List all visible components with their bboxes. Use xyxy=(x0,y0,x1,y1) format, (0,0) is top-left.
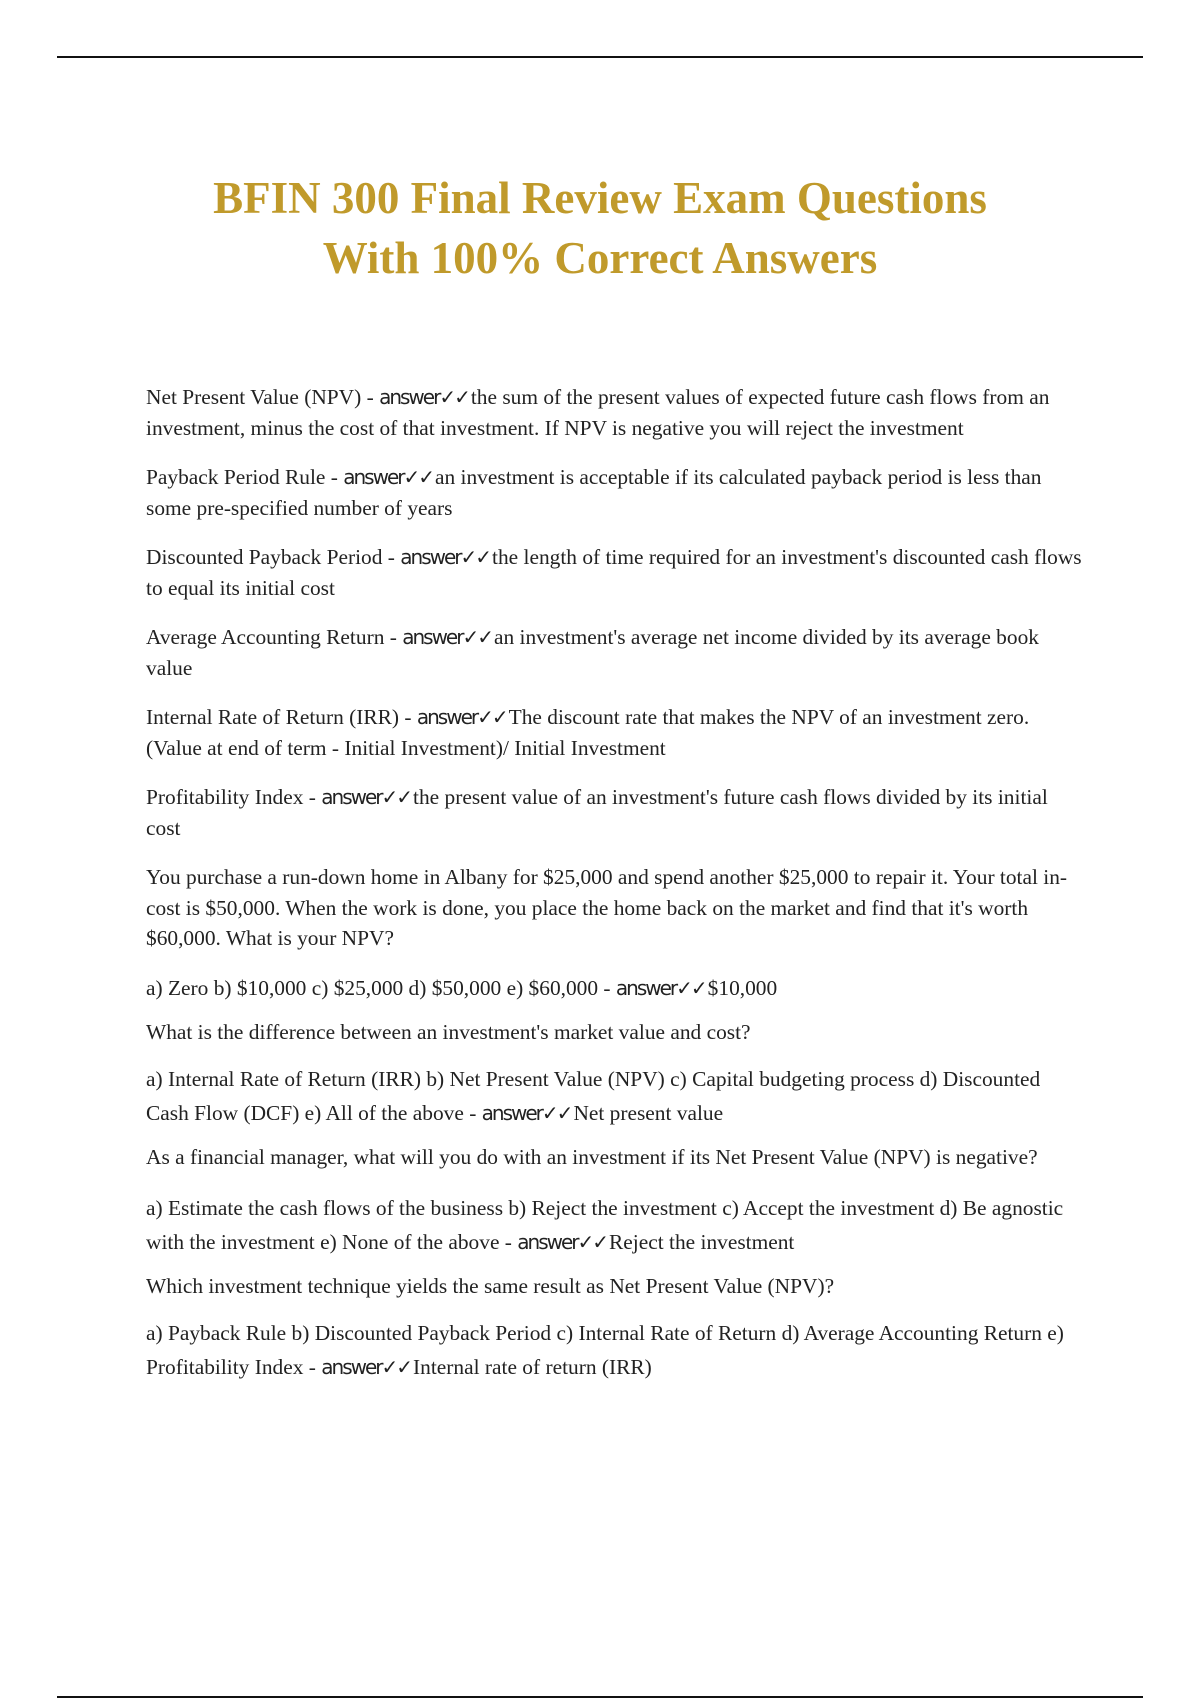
term-irr: Internal Rate of Return (IRR) - xyxy=(146,705,417,729)
definition-irr xyxy=(146,702,1086,763)
document-title xyxy=(0,168,1200,288)
answer-marker: answer✓✓ xyxy=(379,385,469,409)
question-2-choices: a) Internal Rate of Return (IRR) b) Net Present Value (NPV) c) Capital budgeting process d) Discounted Cash Flow (DCF) e) All of the above - xyxy=(146,1066,1041,1125)
question-3-options xyxy=(146,1191,1086,1259)
answer-marker: answer✓✓ xyxy=(321,1354,412,1379)
question-1-options xyxy=(146,973,1086,1004)
question-2-answer: Net present value xyxy=(573,1100,724,1125)
definition-npv-text: the sum of the present values of expected future cash flows from an investment, minus the cost of that investment. If NPV is negative you will reject the investment xyxy=(146,385,1050,440)
answer-marker: answer✓✓ xyxy=(400,545,491,569)
term-payback-period-rule: Payback Period Rule - xyxy=(146,465,344,489)
title-line-2: With 100% Correct Answers xyxy=(322,233,878,283)
term-average-accounting-return: Average Accounting Return - xyxy=(146,625,403,649)
question-3: As a financial manager, what will you do with an investment if its Net Present Value (NPV) is negative? xyxy=(146,1144,1038,1169)
question-4-choices: a) Payback Rule b) Discounted Payback Period c) Internal Rate of Return d) Average Accounting Return e) Profitability Index - xyxy=(146,1320,1064,1379)
answer-marker: answer✓✓ xyxy=(517,1230,608,1254)
question-2: What is the difference between an investment's market value and cost? xyxy=(146,1020,751,1044)
question-3-answer: Reject the investment xyxy=(609,1230,795,1254)
definition-average-accounting-return-text: an investment's average net income divided by its average book value xyxy=(146,625,1039,680)
question-4: Which investment technique yields the same result as Net Present Value (NPV)? xyxy=(146,1274,835,1298)
question-1-answer: $10,000 xyxy=(707,975,778,1000)
question-2-options xyxy=(146,1062,1086,1130)
top-rule xyxy=(57,56,1143,58)
definition-npv xyxy=(146,382,1086,443)
question-4-answer: Internal rate of return (IRR) xyxy=(413,1354,652,1379)
answer-marker: answer✓✓ xyxy=(416,705,507,729)
definition-discounted-payback-period xyxy=(146,542,1086,603)
answer-marker: answer✓✓ xyxy=(343,465,433,489)
term-discounted-payback-period: Discounted Payback Period - xyxy=(146,545,401,569)
answer-marker: answer✓✓ xyxy=(615,975,706,1000)
question-1: You purchase a run-down home in Albany for $25,000 and spend another $25,000 to repair it. Your total in-cost is $50,000. When the work is done, you place the home back on the market and find that it's worth $60,000. What is your NPV? xyxy=(146,865,1068,950)
bottom-rule xyxy=(57,1696,1143,1698)
answer-marker: answer✓✓ xyxy=(402,625,492,649)
term-npv: Net Present Value (NPV) - xyxy=(146,385,380,409)
definition-profitability-index-text: the present value of an investment's future cash flows divided by its initial cost xyxy=(146,785,1048,840)
answer-marker: answer✓✓ xyxy=(481,1100,572,1125)
answer-marker: answer✓✓ xyxy=(321,785,412,809)
definition-payback-period-rule xyxy=(146,462,1086,523)
question-3-choices: a) Estimate the cash flows of the business b) Reject the investment c) Accept the investment d) Be agnostic with the investment e) None of the above - xyxy=(146,1196,1064,1254)
definition-payback-period-rule-text: an investment is acceptable if its calculated payback period is less than some pre-specified number of years xyxy=(146,465,1042,520)
document-body xyxy=(146,382,1086,1396)
definition-profitability-index xyxy=(146,782,1086,843)
definition-irr-text: The discount rate that makes the NPV of an investment zero. (Value at end of term - Initial Investment)/ Initial Investment xyxy=(146,705,1030,760)
definition-discounted-payback-period-text: the length of time required for an investment's discounted cash flows to equal its initial cost xyxy=(146,545,1082,600)
definition-average-accounting-return xyxy=(146,622,1086,683)
term-profitability-index: Profitability Index - xyxy=(146,785,322,809)
question-1-choices: a) Zero b) $10,000 c) $25,000 d) $50,000 e) $60,000 - xyxy=(146,975,616,1000)
question-4-options xyxy=(146,1316,1086,1384)
title-line-1: BFIN 300 Final Review Exam Questions xyxy=(213,173,987,223)
